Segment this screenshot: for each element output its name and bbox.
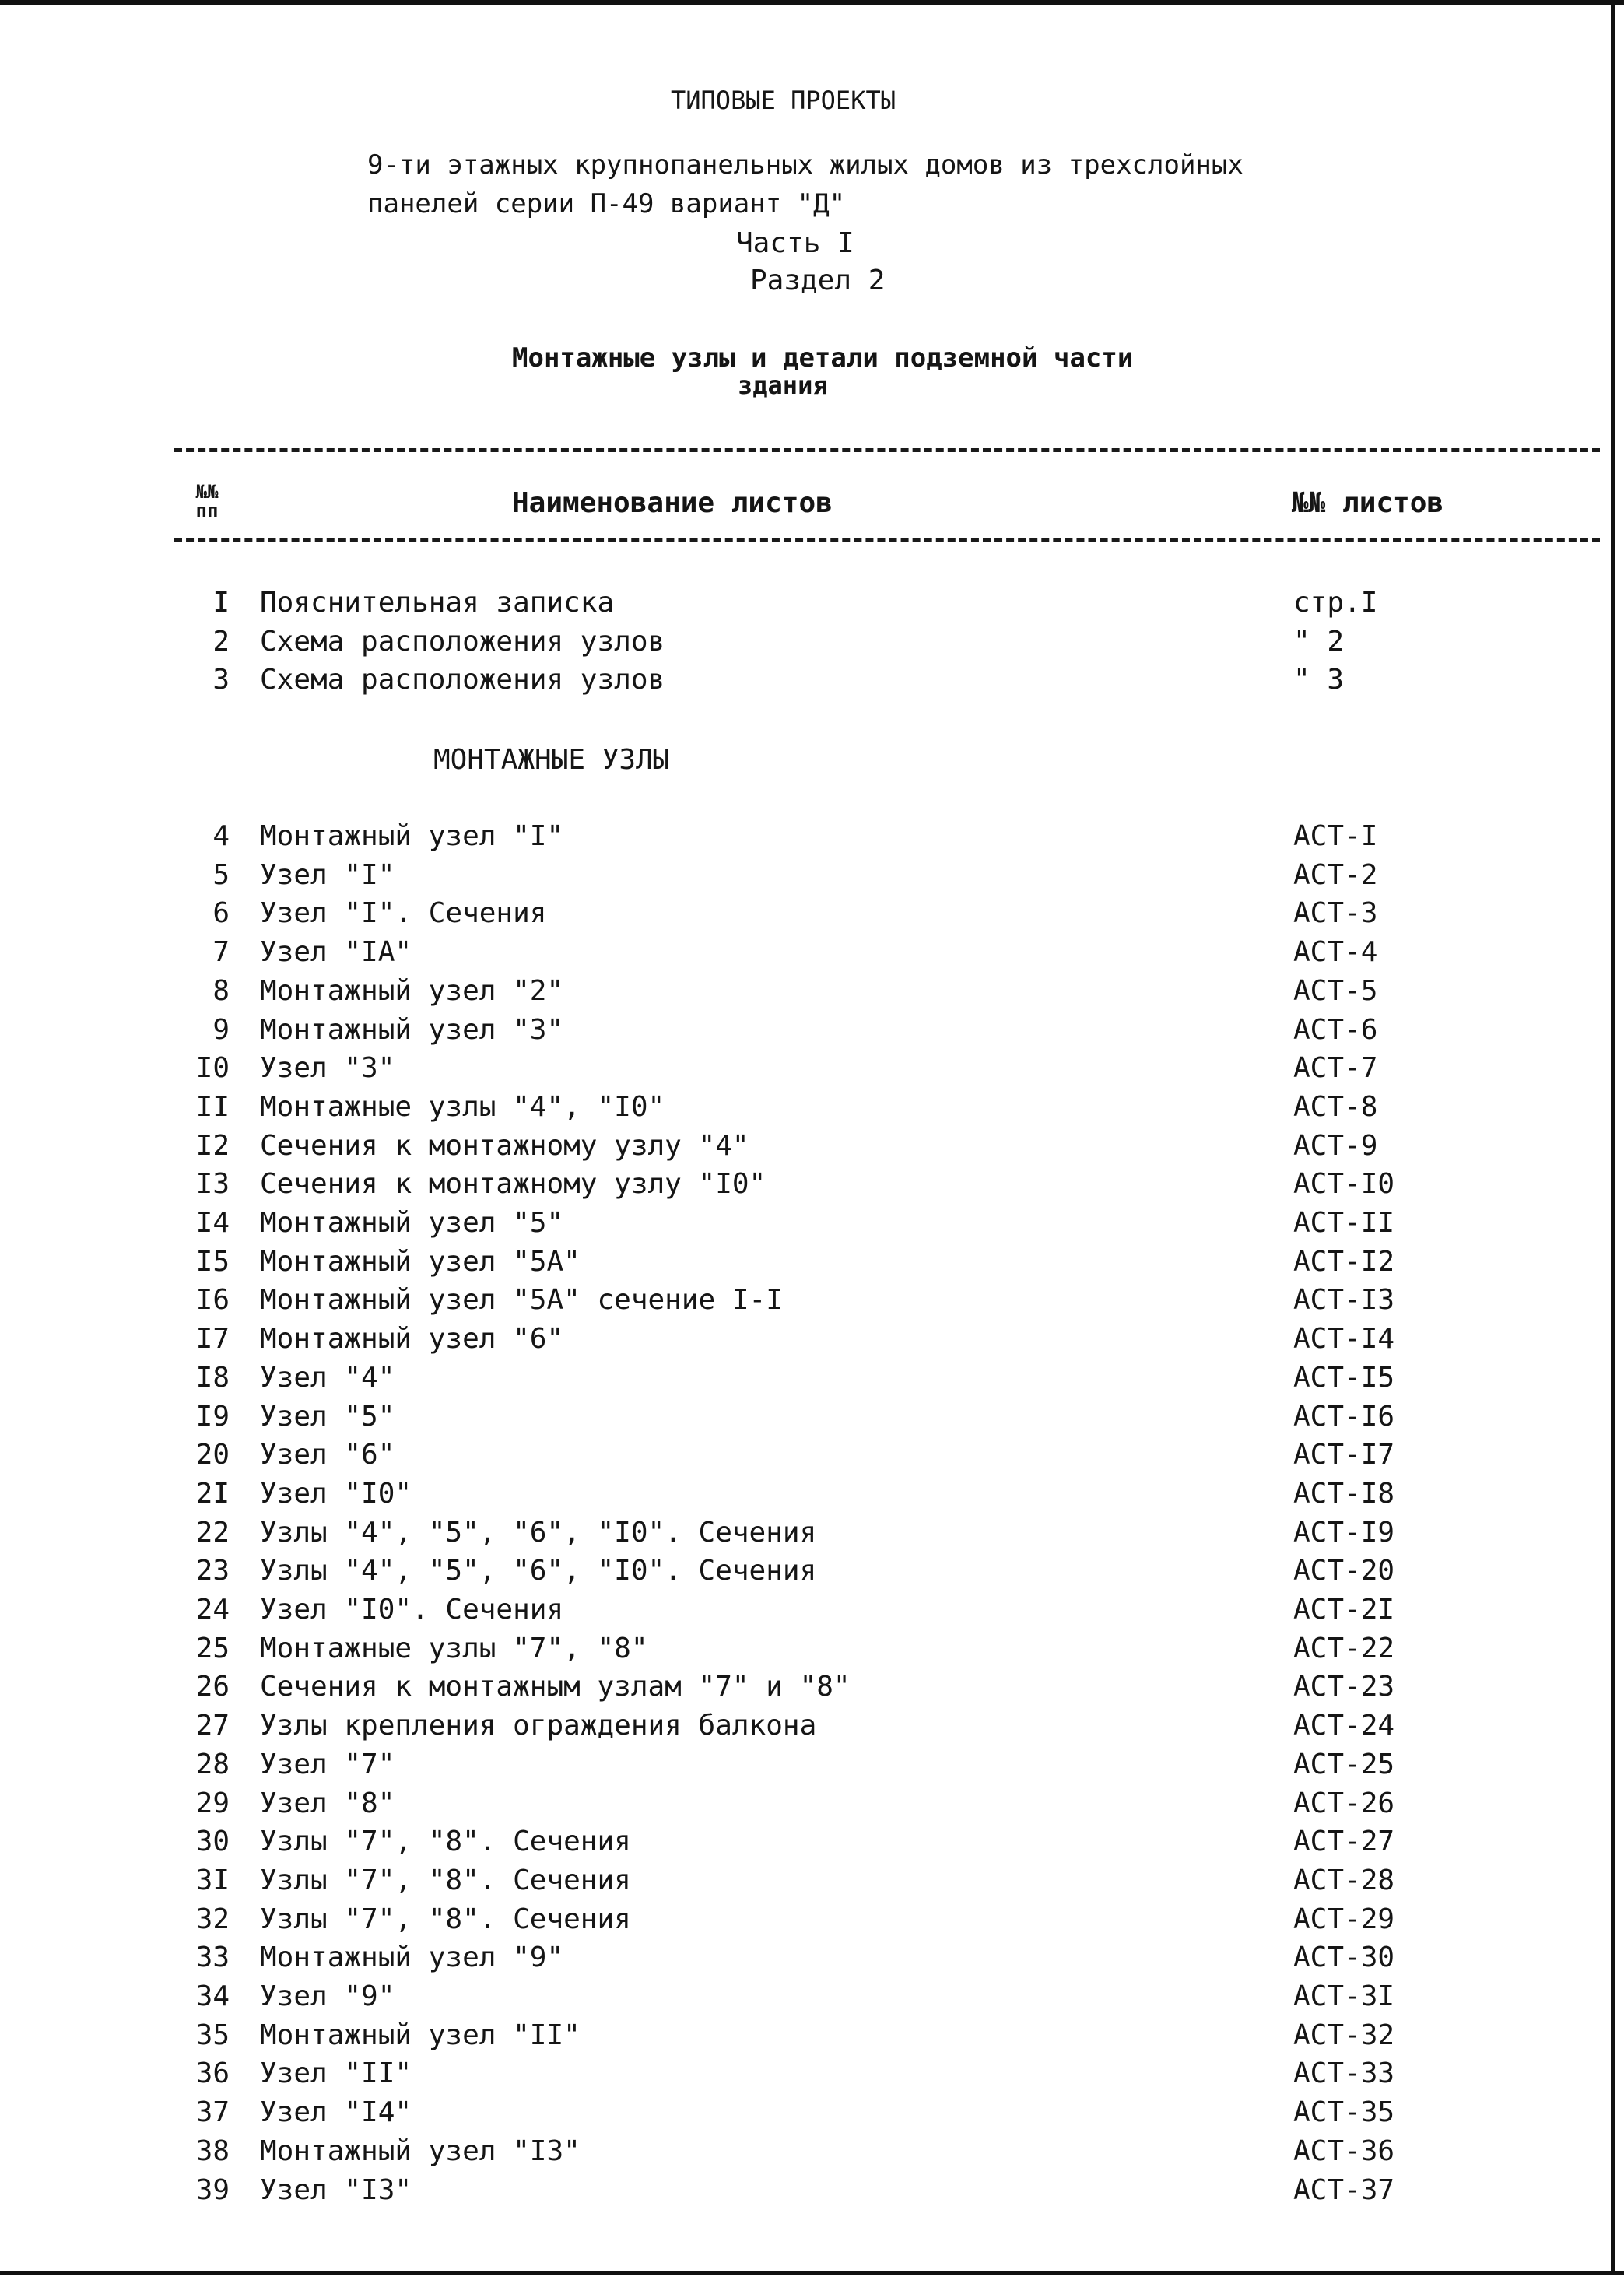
row-sheet-name: Монтажный узел "5" bbox=[260, 1207, 564, 1239]
row-number: I6 bbox=[195, 1284, 230, 1317]
row-sheet-code: АСТ-I7 bbox=[1293, 1439, 1395, 1471]
row-sheet-code: АСТ-3 bbox=[1293, 897, 1378, 930]
table-row bbox=[0, 587, 1624, 626]
row-number: 7 bbox=[212, 936, 230, 969]
row-number: I bbox=[212, 587, 230, 619]
row-number: 32 bbox=[195, 1903, 230, 1935]
row-number: 2 bbox=[212, 625, 230, 658]
table-row bbox=[0, 1091, 1624, 1130]
row-sheet-code: АСТ-24 bbox=[1293, 1710, 1395, 1742]
table-row bbox=[0, 1671, 1624, 1710]
row-sheet-code: АСТ-37 bbox=[1293, 2173, 1395, 2206]
row-sheet-code: АСТ-I3 bbox=[1293, 1284, 1395, 1317]
page-border-bottom bbox=[0, 2271, 1624, 2275]
table-row bbox=[0, 1710, 1624, 1749]
row-sheet-code: АСТ-32 bbox=[1293, 2019, 1395, 2051]
row-sheet-name: Узел "3" bbox=[260, 1052, 395, 1085]
row-number: 3I bbox=[195, 1864, 230, 1896]
row-sheet-name: Узел "9" bbox=[260, 1980, 395, 2012]
row-sheet-name: Узлы крепления ограждения балкона bbox=[260, 1710, 817, 1742]
table-row bbox=[0, 1478, 1624, 1517]
row-sheet-name: Монтажные узлы "7", "8" bbox=[260, 1632, 648, 1664]
row-number: 26 bbox=[195, 1671, 230, 1703]
page-border-top bbox=[0, 0, 1624, 5]
row-sheet-name: Узел "5" bbox=[260, 1400, 395, 1433]
row-sheet-code: АСТ-28 bbox=[1293, 1864, 1395, 1896]
row-sheet-code: АСТ-30 bbox=[1293, 1942, 1395, 1974]
table-row bbox=[0, 1787, 1624, 1826]
row-sheet-code: АСТ-2 bbox=[1293, 858, 1378, 891]
row-sheet-code: АСТ-36 bbox=[1293, 2134, 1395, 2167]
row-sheet-name: Узел "I0". Сечения bbox=[260, 1594, 564, 1626]
row-number: 28 bbox=[195, 1748, 230, 1780]
row-number: 20 bbox=[195, 1439, 230, 1471]
row-number: I8 bbox=[195, 1361, 230, 1394]
row-sheet-code: АСТ-8 bbox=[1293, 1090, 1378, 1123]
row-sheet-code: АСТ-3I bbox=[1293, 1980, 1395, 2012]
table-row bbox=[0, 859, 1624, 898]
table-row bbox=[0, 1517, 1624, 1556]
row-sheet-code: АСТ-I4 bbox=[1293, 1323, 1395, 1356]
row-sheet-name: Сечения к монтажным узлам "7" и "8" bbox=[260, 1671, 851, 1703]
column-header-number: №№ пп bbox=[195, 481, 219, 521]
row-number: 9 bbox=[212, 1013, 230, 1046]
row-sheet-name: Сечения к монтажному узлу "4" bbox=[260, 1129, 749, 1162]
row-number: I0 bbox=[195, 1052, 230, 1085]
row-sheet-name: Узлы "7", "8". Сечения bbox=[260, 1903, 631, 1935]
row-number: 24 bbox=[195, 1594, 230, 1626]
row-sheet-name: Узлы "4", "5", "6", "I0". Сечения bbox=[260, 1555, 817, 1587]
row-sheet-name: Узел "6" bbox=[260, 1439, 395, 1471]
table-row bbox=[0, 1052, 1624, 1091]
row-sheet-name: Узел "IА" bbox=[260, 936, 412, 969]
row-number: 3 bbox=[212, 664, 230, 696]
table-header-rule bbox=[174, 538, 1600, 542]
row-number: 22 bbox=[195, 1516, 230, 1549]
row-sheet-name: Монтажный узел "2" bbox=[260, 974, 564, 1007]
row-sheet-name: Узлы "7", "8". Сечения bbox=[260, 1826, 631, 1858]
table-row bbox=[0, 897, 1624, 936]
row-sheet-code: АСТ-2I bbox=[1293, 1594, 1395, 1626]
table-row bbox=[0, 1401, 1624, 1440]
row-sheet-code: АСТ-35 bbox=[1293, 2096, 1395, 2129]
row-sheet-name: Узел "8" bbox=[260, 1787, 395, 1819]
row-number: 5 bbox=[212, 858, 230, 891]
table-row bbox=[0, 664, 1624, 703]
row-sheet-code: АСТ-I8 bbox=[1293, 1477, 1395, 1510]
row-number: 2I bbox=[195, 1477, 230, 1510]
table-row bbox=[0, 1594, 1624, 1633]
row-number: 23 bbox=[195, 1555, 230, 1587]
row-sheet-name: Узлы "4", "5", "6", "I0". Сечения bbox=[260, 1516, 817, 1549]
row-number: 27 bbox=[195, 1710, 230, 1742]
table-row bbox=[0, 1207, 1624, 1246]
row-sheet-code: АСТ-I9 bbox=[1293, 1516, 1395, 1549]
table-row bbox=[0, 1362, 1624, 1401]
row-number: 4 bbox=[212, 820, 230, 852]
row-sheet-name: Пояснительная записка bbox=[260, 587, 615, 619]
doc-section: Раздел 2 bbox=[750, 265, 886, 296]
row-sheet-code: АСТ-29 bbox=[1293, 1903, 1395, 1935]
table-row bbox=[0, 1246, 1624, 1285]
row-sheet-code: АСТ-4 bbox=[1293, 936, 1378, 969]
row-sheet-name: Монтажный узел "I3" bbox=[260, 2134, 581, 2167]
table-row bbox=[0, 2135, 1624, 2174]
row-sheet-name: Монтажный узел "I" bbox=[260, 820, 564, 852]
section-label: МОНТАЖНЫЕ УЗЛЫ bbox=[433, 744, 670, 776]
row-sheet-name: Узел "II" bbox=[260, 2057, 412, 2090]
row-sheet-name: Сечения к монтажному узлу "I0" bbox=[260, 1168, 766, 1201]
row-number: I5 bbox=[195, 1245, 230, 1278]
row-number: 29 bbox=[195, 1787, 230, 1819]
row-sheet-code: АСТ-I0 bbox=[1293, 1168, 1395, 1201]
row-sheet-code: АСТ-20 bbox=[1293, 1555, 1395, 1587]
row-sheet-code: АСТ-5 bbox=[1293, 974, 1378, 1007]
table-row bbox=[0, 1130, 1624, 1169]
row-sheet-code: АСТ-II bbox=[1293, 1207, 1395, 1239]
row-number: 37 bbox=[195, 2096, 230, 2129]
row-sheet-code: АСТ-I6 bbox=[1293, 1400, 1395, 1433]
row-sheet-code: АСТ-I bbox=[1293, 820, 1378, 852]
table-row bbox=[0, 2019, 1624, 2058]
table-row bbox=[0, 1749, 1624, 1787]
row-sheet-code: " 3 bbox=[1293, 664, 1345, 696]
doc-subtitle-2: здания bbox=[738, 370, 828, 400]
table-row bbox=[0, 1864, 1624, 1903]
table-row bbox=[0, 2174, 1624, 2213]
row-number: 30 bbox=[195, 1826, 230, 1858]
doc-line-2: панелей серии П-49 вариант "Д" bbox=[367, 188, 846, 219]
row-number: 35 bbox=[195, 2019, 230, 2051]
row-sheet-name: Монтажный узел "5А" сечение I-I bbox=[260, 1284, 783, 1317]
row-sheet-name: Узел "I" bbox=[260, 858, 395, 891]
table-top-rule bbox=[174, 448, 1600, 452]
row-sheet-code: АСТ-33 bbox=[1293, 2057, 1395, 2090]
row-sheet-code: АСТ-I5 bbox=[1293, 1361, 1395, 1394]
row-sheet-name: Монтажный узел "II" bbox=[260, 2019, 581, 2051]
table-row bbox=[0, 1942, 1624, 1980]
row-number: 36 bbox=[195, 2057, 230, 2090]
row-sheet-name: Узел "7" bbox=[260, 1748, 395, 1780]
row-sheet-code: АСТ-26 bbox=[1293, 1787, 1395, 1819]
row-number: 33 bbox=[195, 1942, 230, 1974]
table-row bbox=[0, 1826, 1624, 1864]
row-sheet-name: Узел "4" bbox=[260, 1361, 395, 1394]
row-sheet-code: АСТ-27 bbox=[1293, 1826, 1395, 1858]
row-sheet-name: Монтажный узел "5А" bbox=[260, 1245, 581, 1278]
row-sheet-code: " 2 bbox=[1293, 625, 1345, 658]
row-sheet-name: Узел "I4" bbox=[260, 2096, 412, 2129]
row-sheet-name: Монтажный узел "3" bbox=[260, 1013, 564, 1046]
row-number: 39 bbox=[195, 2173, 230, 2206]
row-sheet-code: АСТ-9 bbox=[1293, 1129, 1378, 1162]
table-row bbox=[0, 1439, 1624, 1478]
table-row bbox=[0, 1980, 1624, 2019]
doc-line-1: 9-ти этажных крупнопанельных жилых домов из трехслойных bbox=[367, 149, 1243, 181]
table-row bbox=[0, 1014, 1624, 1053]
doc-part: Часть I bbox=[736, 227, 854, 259]
column-header-sheet: №№ листов bbox=[1292, 487, 1444, 519]
row-sheet-name: Узел "I". Сечения bbox=[260, 897, 547, 930]
doc-subtitle-1: Монтажные узлы и детали подземной части bbox=[512, 342, 1134, 374]
column-header-name: Наименование листов bbox=[512, 487, 833, 519]
table-row bbox=[0, 1903, 1624, 1942]
row-sheet-code: АСТ-25 bbox=[1293, 1748, 1395, 1780]
table-row bbox=[0, 2096, 1624, 2135]
table-row bbox=[0, 820, 1624, 859]
row-sheet-name: Узел "I0" bbox=[260, 1477, 412, 1510]
row-number: I4 bbox=[195, 1207, 230, 1239]
row-number: I7 bbox=[195, 1323, 230, 1356]
row-sheet-code: АСТ-22 bbox=[1293, 1632, 1395, 1664]
row-number: 6 bbox=[212, 897, 230, 930]
row-sheet-code: стр.I bbox=[1293, 587, 1378, 619]
row-sheet-name: Монтажные узлы "4", "I0" bbox=[260, 1090, 665, 1123]
row-number: 34 bbox=[195, 1980, 230, 2012]
row-number: 38 bbox=[195, 2134, 230, 2167]
doc-title: ТИПОВЫЕ ПРОЕКТЫ bbox=[671, 86, 896, 115]
table-row bbox=[0, 626, 1624, 665]
table-row bbox=[0, 2057, 1624, 2096]
table-row bbox=[0, 936, 1624, 975]
row-number: I9 bbox=[195, 1400, 230, 1433]
table-row bbox=[0, 1284, 1624, 1323]
row-number: I3 bbox=[195, 1168, 230, 1201]
row-sheet-name: Узел "I3" bbox=[260, 2173, 412, 2206]
row-sheet-name: Узлы "7", "8". Сечения bbox=[260, 1864, 631, 1896]
row-sheet-name: Монтажный узел "6" bbox=[260, 1323, 564, 1356]
table-row bbox=[0, 1633, 1624, 1671]
row-sheet-name: Монтажный узел "9" bbox=[260, 1942, 564, 1974]
row-sheet-name: Схема расположения узлов bbox=[260, 625, 665, 658]
row-sheet-code: АСТ-6 bbox=[1293, 1013, 1378, 1046]
row-sheet-code: АСТ-23 bbox=[1293, 1671, 1395, 1703]
row-number: II bbox=[195, 1090, 230, 1123]
row-number: 25 bbox=[195, 1632, 230, 1664]
table-row bbox=[0, 1323, 1624, 1362]
table-row bbox=[0, 1555, 1624, 1594]
row-sheet-name: Схема расположения узлов bbox=[260, 664, 665, 696]
table-row bbox=[0, 1168, 1624, 1207]
table-row bbox=[0, 975, 1624, 1014]
row-sheet-code: АСТ-I2 bbox=[1293, 1245, 1395, 1278]
row-sheet-code: АСТ-7 bbox=[1293, 1052, 1378, 1085]
row-number: I2 bbox=[195, 1129, 230, 1162]
row-number: 8 bbox=[212, 974, 230, 1007]
